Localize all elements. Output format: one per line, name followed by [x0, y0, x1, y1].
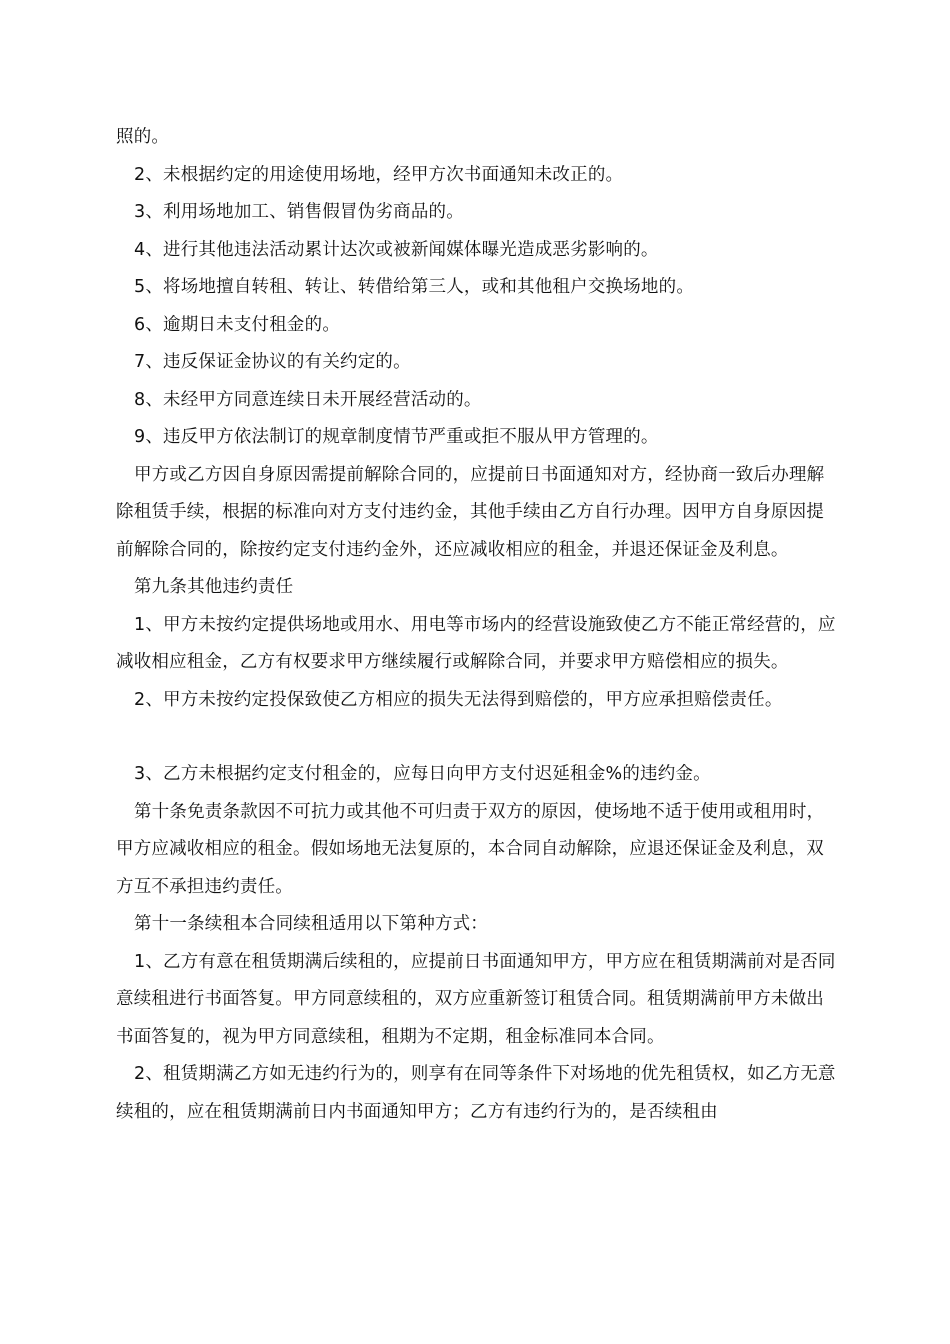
- list-item-7: 7、违反保证金协议的有关约定的。: [134, 352, 411, 372]
- list-item-6: 6、逾期日未支付租金的。: [134, 314, 341, 335]
- document-body: [116, 119, 838, 1131]
- article-9-heading: 第九条其他违约责任: [134, 577, 294, 597]
- early-termination-paragraph: 甲方或乙方因自身原因需提前解除合同的，应提前日书面通知对方，经协商一致后办理解除租赁手续，根据的标准向对方支付违约金，其他手续由乙方自行办理。因甲方自身原因提前解除合同的，除按约定支付违约金外，还应减收相应的租金，并退还保证金及利息。: [116, 464, 825, 560]
- list-item-2: 2、未根据约定的用途使用场地，经甲方次书面通知未改正的。: [134, 164, 624, 185]
- article-11-item-2: 2、租赁期满乙方如无违约行为的，则享有在同等条件下对场地的优先租赁权，如乙方无意续租的，应在租赁期满前日内书面通知甲方；乙方有违约行为的，是否续租由: [116, 1064, 836, 1122]
- list-item-5: 5、将场地擅自转租、转让、转借给第三人，或和其他租户交换场地的。: [134, 277, 695, 297]
- article-11-heading: 第十一条续租本合同续租适用以下第种方式：: [134, 914, 488, 934]
- blank-line: [116, 719, 838, 756]
- list-item-3: 3、利用场地加工、销售假冒伪劣商品的。: [134, 202, 464, 222]
- paragraph-continuation: 照的。: [116, 127, 170, 147]
- article-10-paragraph: 第十条免责条款因不可抗力或其他不可归责于双方的原因，使场地不适于使用或租用时，甲方应减收相应的租金。假如场地无法复原的，本合同自动解除，应退还保证金及利息，双方互不承担违约责任。: [116, 801, 825, 897]
- list-item-9: 9、违反甲方依法制订的规章制度情节严重或拒不服从甲方管理的。: [134, 427, 659, 447]
- article-11-item-1: 1、乙方有意在租赁期满后续租的，应提前日书面通知甲方，甲方应在租赁期满前对是否同意续租进行书面答复。甲方同意续租的，双方应重新签订租赁合同。租赁期满前甲方未做出书面答复的，视为甲方同意续租，租期为不定期，租金标准同本合同。: [116, 951, 836, 1047]
- article-9-item-1: 1、甲方未按约定提供场地或用水、用电等市场内的经营设施致使乙方不能正常经营的，应减收相应租金，乙方有权要求甲方继续履行或解除合同，并要求甲方赔偿相应的损失。: [116, 614, 836, 672]
- article-9-item-2: 2、甲方未按约定投保致使乙方相应的损失无法得到赔偿的，甲方应承担赔偿责任。: [134, 689, 783, 710]
- article-9-item-3: 3、乙方未根据约定支付租金的，应每日向甲方支付迟延租金%的违约金。: [134, 764, 711, 784]
- list-item-4: 4、进行其他违法活动累计达次或被新闻媒体曝光造成恶劣影响的。: [134, 239, 659, 260]
- list-item-8: 8、未经甲方同意连续日未开展经营活动的。: [134, 389, 482, 410]
